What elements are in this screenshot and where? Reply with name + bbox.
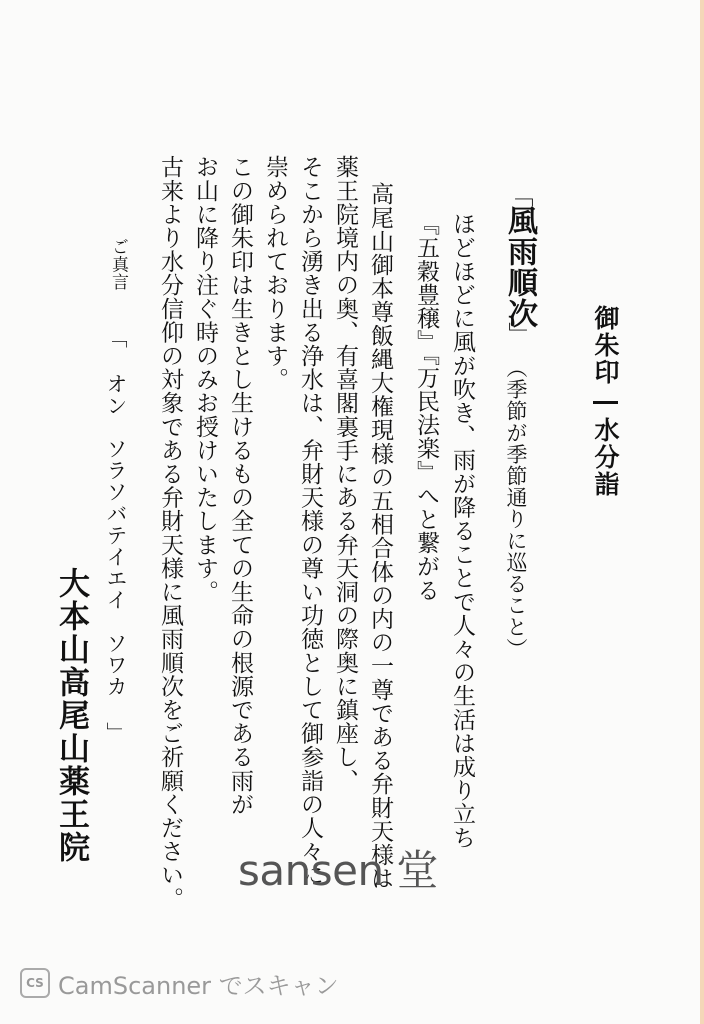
watermark-text: sansen 堂: [238, 846, 438, 895]
temple-name: 大本山高尾山薬王院: [53, 567, 89, 864]
document-title: 御朱印―水分詣: [591, 305, 620, 498]
body-line-1: 高尾山御本尊飯縄大権現様の五相合体の内の一尊である弁財天様は: [367, 182, 393, 890]
body-line-2: 薬王院境内の奥、有喜閣裏手にある弁天洞の際奥に鎮座し、: [332, 155, 358, 793]
heading-phrase: 風雨順次: [502, 205, 537, 329]
body-line-3: そこから湧き出る浄水は、弁財天様の尊い功徳として御参詣の人々に: [297, 155, 323, 887]
body-line-7: 古来より水分信仰の対象である弁財天様に風雨順次をご祈願ください。: [157, 155, 183, 911]
intro-line-2: 『五穀豊穣』『万民法楽』へと繋がる: [413, 212, 439, 602]
heading-close-bracket: 」: [505, 322, 534, 349]
body-line-4: 崇められております。: [262, 155, 288, 391]
body-line-6: お山に降り注ぐ時のみお授けいたします。: [192, 155, 218, 604]
camscanner-text: CamScanner でスキャン: [58, 971, 339, 1000]
camscanner-footer: [20, 966, 339, 1000]
page-edge: [700, 0, 704, 1024]
intro-line-1: ほどほどに風が吹き、雨が降ることで人々の生活は成り立ち: [449, 212, 475, 850]
mantra-text: 「 オン ソラソバテイエイ ソワカ 」: [104, 327, 128, 744]
heading-open-bracket: 「: [505, 182, 534, 209]
body-line-5: この御朱印は生きとし生けるもの全ての生命の根源である雨が: [227, 155, 253, 816]
camscanner-logo-icon: CS: [20, 968, 50, 998]
mantra-label: ご真言: [108, 238, 128, 291]
heading-note: （季節が季節通りに巡ること）: [504, 357, 528, 660]
